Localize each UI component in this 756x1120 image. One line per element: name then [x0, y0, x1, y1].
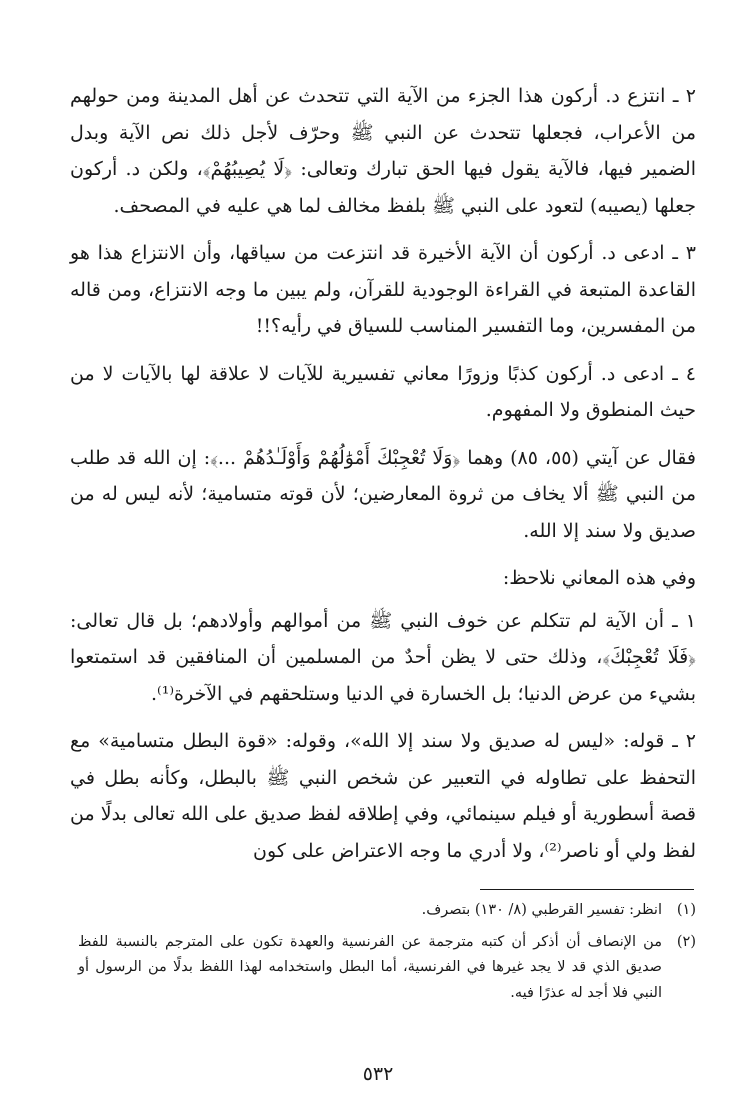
paragraph-quote: فقال عن آيتي (٥٥، ٨٥) وهما ﴿وَلَا تُعْجِبْكَ أَمْوَٰلُهُمْ وَأَوْلَـٰدُهُمْ ...﴾: إن الله قد طلب من النبي ﷺ ألا يخاف من ثروة المعارضين؛ لأن قوته متسامية؛ لأنه ليس له من صديق ولا سند إلا الله.: [70, 446, 696, 542]
footnote-2: [78, 930, 696, 1007]
footnote-divider: [480, 889, 694, 890]
main-text: [70, 78, 696, 880]
paragraph-point-4: ٤ ـ ادعى د. أركون كذبًا وزورًا معاني تفسيرية للآيات لا علاقة لها بالآيات لا من حيث المنطوق ولا المفهوم.: [70, 362, 696, 421]
footnote-text: انظر: تفسير القرطبي (٨/ ١٣٠) بتصرف.: [421, 902, 662, 918]
footnote-1: [78, 898, 696, 924]
paragraph-observation-1: ١ ـ أن الآية لم تتكلم عن خوف النبي ﷺ من أموالهم وأولادهم؛ بل قال تعالى: ﴿فَلَا تُعْجِبْكَ﴾، وذلك حتى لا يظن أحدٌ من المسلمين أن المنافقين قد استمتعوا بشيء من عرض الدنيا؛ بل الخسارة في الدنيا وستلحقهم في الآخرة⁽¹⁾.: [70, 609, 696, 705]
paragraph-point-3: ٣ ـ ادعى د. أركون أن الآية الأخيرة قد انتزعت من سياقها، وأن الانتزاع هذا هو القاعدة المتبعة في القراءة الوجودية للقرآن، ولم يبين ما وجه الانتزاع، ومن قاله من المفسرين، وما التفسير المناسب للسياق في رأيه؟!!: [70, 242, 696, 337]
footnotes: [78, 898, 696, 1012]
page-number: ٥٣٢: [362, 1063, 394, 1085]
paragraph-point-2: ٢ ـ انتزع د. أركون هذا الجزء من الآية التي تتحدث عن أهل المدينة ومن حولهم من الأعراب، فجعلها تتحدث عن النبي ﷺ وحرّف لأجل ذلك نص الآية وبدل الضمير فيها، فالآية يقول فيها الحق تبارك وتعالى: ﴿لَا يُصِيبُهُمْ﴾، ولكن د. أركون جعلها (يصيبه) لتعود على النبي ﷺ بلفظ مخالف لما هي عليه في المصحف.: [70, 85, 696, 217]
paragraph-observation-2: ٢ ـ قوله: «ليس له صديق ولا سند إلا الله»، وقوله: «قوة البطل متسامية» مع التحفظ على تطاوله في التعبير عن شخص النبي ﷺ بالبطل، وكأنه بطل في قصة أسطورية أو فيلم سينمائي، وفي إطلاقه لفظ صديق على الله تعالى بدلًا من لفظ ولي أو ناصر⁽²⁾، ولا أدري ما وجه الاعتراض على كون: [70, 730, 696, 862]
footnote-text: من الإنصاف أن أذكر أن كتبه مترجمة عن الفرنسية والعهدة تكون على المترجم بالنسبة للفظ صديق الذي قد لا يجد غيرها في الفرنسية، أما البطل واستخدامه لهذا اللفظ بدلًا من الرسول أو النبي فلا أجد له عذرًا فيه.: [78, 933, 662, 1001]
footnote-number: (٢): [676, 933, 696, 950]
footnote-number: (١): [676, 902, 696, 918]
paragraph-observations-intro: وفي هذه المعاني نلاحظ:: [502, 567, 696, 589]
